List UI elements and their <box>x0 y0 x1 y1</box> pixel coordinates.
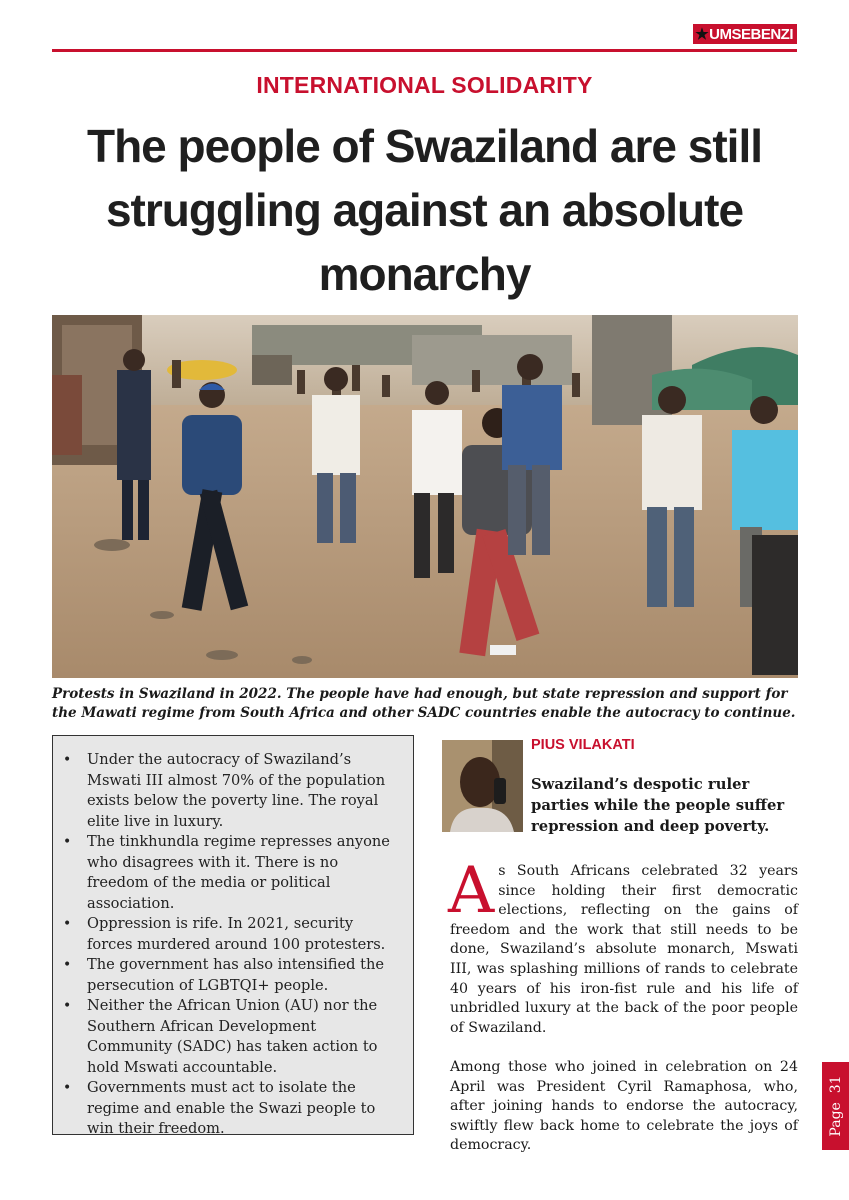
header-rule <box>52 49 797 52</box>
key-point: • The tinkhundla regime represses anyone who disagrees with it. There is no freedom of the media or political association. <box>87 832 399 914</box>
author-photo <box>442 740 523 832</box>
article-paragraph <box>448 854 798 1038</box>
protest-photo <box>52 315 798 678</box>
author-byline: PIUS VILAKATI <box>531 737 635 753</box>
logo-text: UMSEBENZI <box>709 25 793 43</box>
page-number-tab <box>822 1062 849 1150</box>
standfirst: Swaziland’s despotic ruler parties while the people suffer repression and deep poverty. <box>531 776 785 835</box>
key-point: • Governments must act to isolate the regime and enable the Swazi people to win their freedom. <box>87 1078 399 1140</box>
paragraph-text: s South Africans celebrated 32 years since holding their first democratic elections, reflecting on the gains of freedom and the work that still needs to be done, Swaziland’s absolute monarch, Mswati III, was splashing millions of rands to celebrate 40 years of his iron-fist rule and his life of unbridled luxury at the back of the poor people of Swaziland. <box>450 863 798 1036</box>
page-number: 31 <box>827 1075 844 1094</box>
key-points-box <box>52 735 414 1135</box>
key-points-list <box>63 750 399 1140</box>
page-number-label <box>828 1075 844 1136</box>
section-label: INTERNATIONAL SOLIDARITY <box>256 72 593 98</box>
article-paragraph: Among those who joined in celebration on 24 April was President Cyril Ramaphosa, who, after joining hands to endorse the autocracy, swiftly flew back home to celebrate the joys of democracy. <box>450 1058 798 1154</box>
key-point: • The government has also intensified the persecution of LGBTQI+ people. <box>87 955 399 996</box>
umsebenzi-logo <box>693 24 797 44</box>
page-label: Page <box>827 1102 844 1137</box>
photo-caption: Protests in Swaziland in 2022. The people have had enough, but state repression and support for the Mawati regime from South Africa and other SADC countries enable the autocracy to continue. <box>52 686 796 721</box>
drop-cap: A <box>448 854 495 928</box>
key-point: • Neither the African Union (AU) nor the Southern African Development Community (SADC) has taken action to hold Mswati accountable. <box>87 996 399 1078</box>
article-body <box>448 854 798 1176</box>
headline: The people of Swaziland are still struggling against an absolute monarchy <box>86 120 763 300</box>
star-icon: ★ <box>695 26 709 43</box>
key-point: • Under the autocracy of Swaziland’s Mswati III almost 70% of the population exists below the poverty line. The royal elite live in luxury. <box>87 750 399 832</box>
key-point: • Oppression is rife. In 2021, security forces murdered around 100 protesters. <box>87 914 399 955</box>
